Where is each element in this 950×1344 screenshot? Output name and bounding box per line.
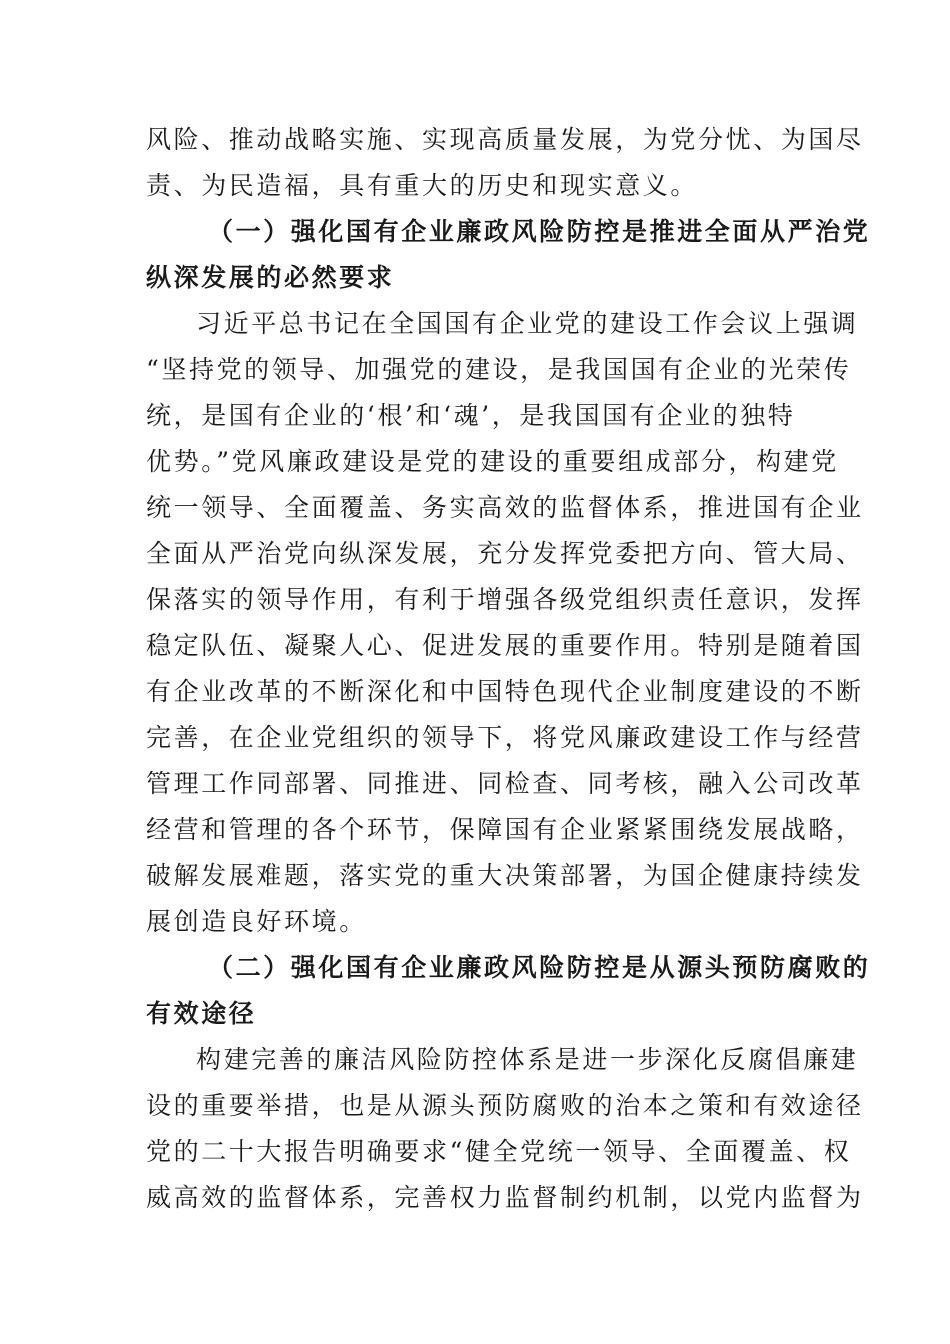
body-text-line: 全面从严治党向纵深发展，充分发挥党委把方向、管大局、 xyxy=(146,539,864,568)
paragraph-first-line: 习近平总书记在全国国有企业党的建设工作会议上强调 xyxy=(196,309,859,338)
section-heading-1-cont: 纵深发展的必然要求 xyxy=(146,263,395,292)
body-text-line: 风险、推动战略实施、实现高质量发展，为党分忧、为国尽 xyxy=(146,125,864,154)
body-text-line: 保落实的领导作用，有利于增强各级党组织责任意识，发挥 xyxy=(146,585,864,614)
section-heading-1: （一）强化国有企业廉政风险防控是推进全面从严治党 xyxy=(208,217,871,246)
body-text-line: 责、为民造福，具有重大的历史和现实意义。 xyxy=(146,171,699,200)
section-heading-2: （二）强化国有企业廉政风险防控是从源头预防腐败的 xyxy=(208,953,871,982)
body-text-line: 管理工作同部署、同推进、同检查、同考核，融入公司改革 xyxy=(146,769,864,798)
body-text-line: 稳定队伍、凝聚人心、促进发展的重要作用。特别是随着国 xyxy=(146,631,864,660)
section-heading-2-cont: 有效途径 xyxy=(146,999,257,1028)
paragraph-first-line: 构建完善的廉洁风险防控体系是进一步深化反腐倡廉建 xyxy=(196,1045,859,1074)
body-text-line: 优势。”党风廉政建设是党的建设的重要组成部分，构建党 xyxy=(146,447,839,476)
body-text-line: 党的二十大报告明确要求“健全党统一领导、全面覆盖、权 xyxy=(146,1137,852,1166)
body-text-line: 破解发展难题，落实党的重大决策部署，为国企健康持续发 xyxy=(146,861,864,890)
body-text-line: “坚持党的领导、加强党的建设，是我国国有企业的光荣传 xyxy=(146,355,852,384)
body-text-line: 统，是国有企业的‘根’和‘魂’，是我国国有企业的独特 xyxy=(146,401,796,430)
body-text-line: 有企业改革的不断深化和中国特色现代企业制度建设的不断 xyxy=(146,677,864,706)
body-text-line: 展创造良好环境。 xyxy=(146,907,367,936)
body-text-line: 设的重要举措，也是从源头预防腐败的治本之策和有效途径 xyxy=(146,1091,864,1120)
body-text-line: 威高效的监督体系，完善权力监督制约机制，以党内监督为 xyxy=(146,1183,864,1212)
body-text-line: 完善，在企业党组织的领导下，将党风廉政建设工作与经营 xyxy=(146,723,864,752)
body-text-line: 统一领导、全面覆盖、务实高效的监督体系，推进国有企业 xyxy=(146,493,864,522)
body-text-line: 经营和管理的各个环节，保障国有企业紧紧围绕发展战略， xyxy=(146,815,864,844)
